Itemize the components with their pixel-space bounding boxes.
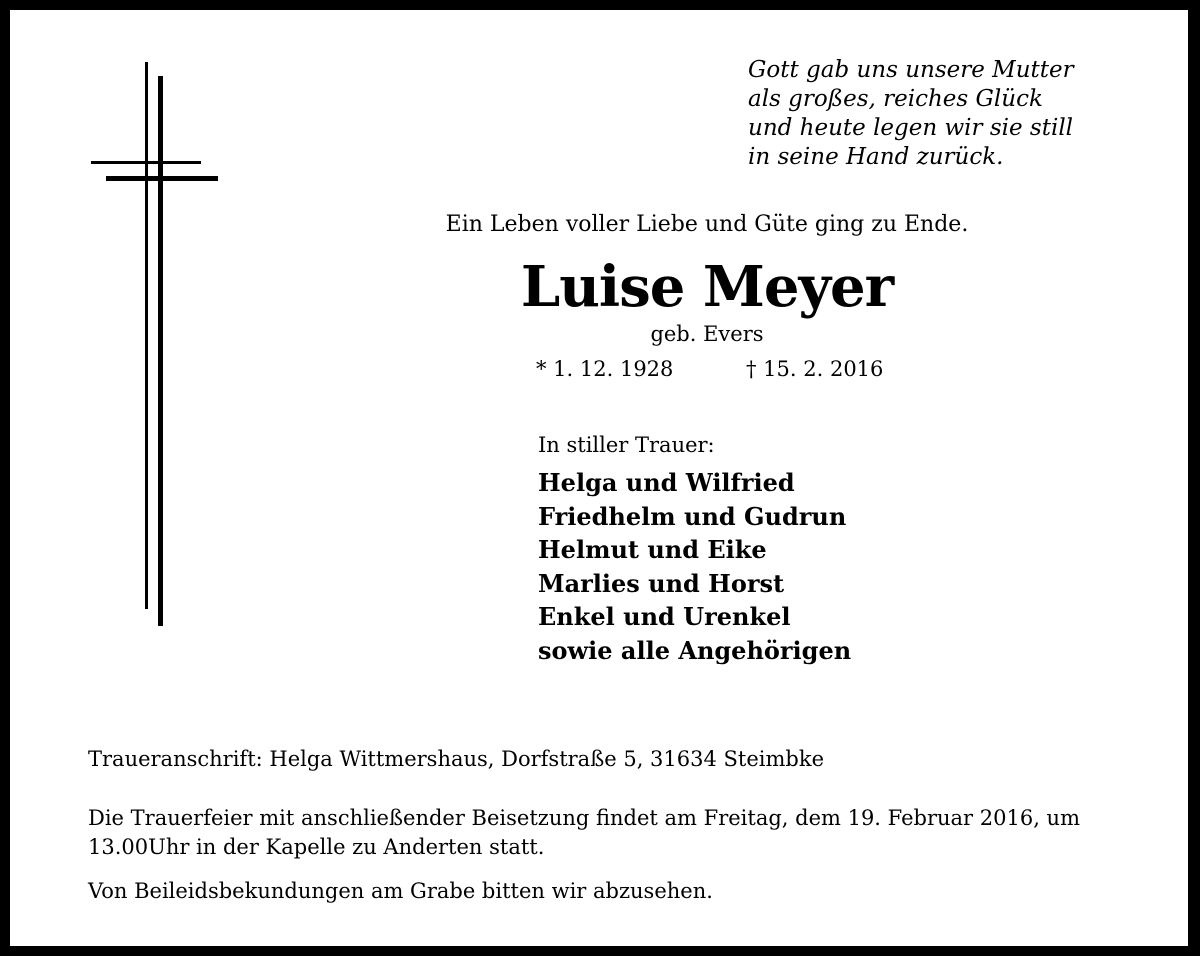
mourning-address: Traueranschrift: Helga Wittmershaus, Dorfstraße 5, 31634 Steimbke [88,747,825,771]
funeral-service-info: Die Trauerfeier mit anschließender Beisetzung findet am Freitag, dem 19. Februar 2016, um 13.00Uhr in der Kapelle zu Anderten statt. [88,806,1080,859]
mourning-label: In stiller Trauer: [538,433,715,457]
condolence-note: Von Beileidsbekundungen am Grabe bitten wir abzusehen. [88,879,713,903]
cross-horizontal-thin [91,161,201,164]
cross-horizontal-thick [106,176,218,181]
mourner-name: Helmut und Eike [538,535,767,565]
cross-vertical-thick [158,76,163,626]
intro-line: Ein Leben voller Liebe und Güte ging zu Ende. [445,212,969,237]
mourner-name: sowie alle Angehörigen [538,635,852,665]
mourner-name: Helga und Wilfried [538,468,795,497]
maiden-name: geb. Evers [650,322,764,346]
poem-verse: Gott gab uns unsere Mutter als großes, reiches Glück und heute legen wir sie still in seine Hand zurück. [748,57,1074,170]
mourner-name: Friedhelm und Gudrun [538,501,847,531]
mourner-name: Marlies und Horst [538,568,785,598]
death-date: † 15. 2. 2016 [746,357,884,381]
mourners-list [538,466,851,668]
mourner-name: Enkel und Urenkel [538,602,791,632]
deceased-name: Luise Meyer [520,254,894,320]
birth-date: * 1. 12. 1928 [536,357,674,381]
